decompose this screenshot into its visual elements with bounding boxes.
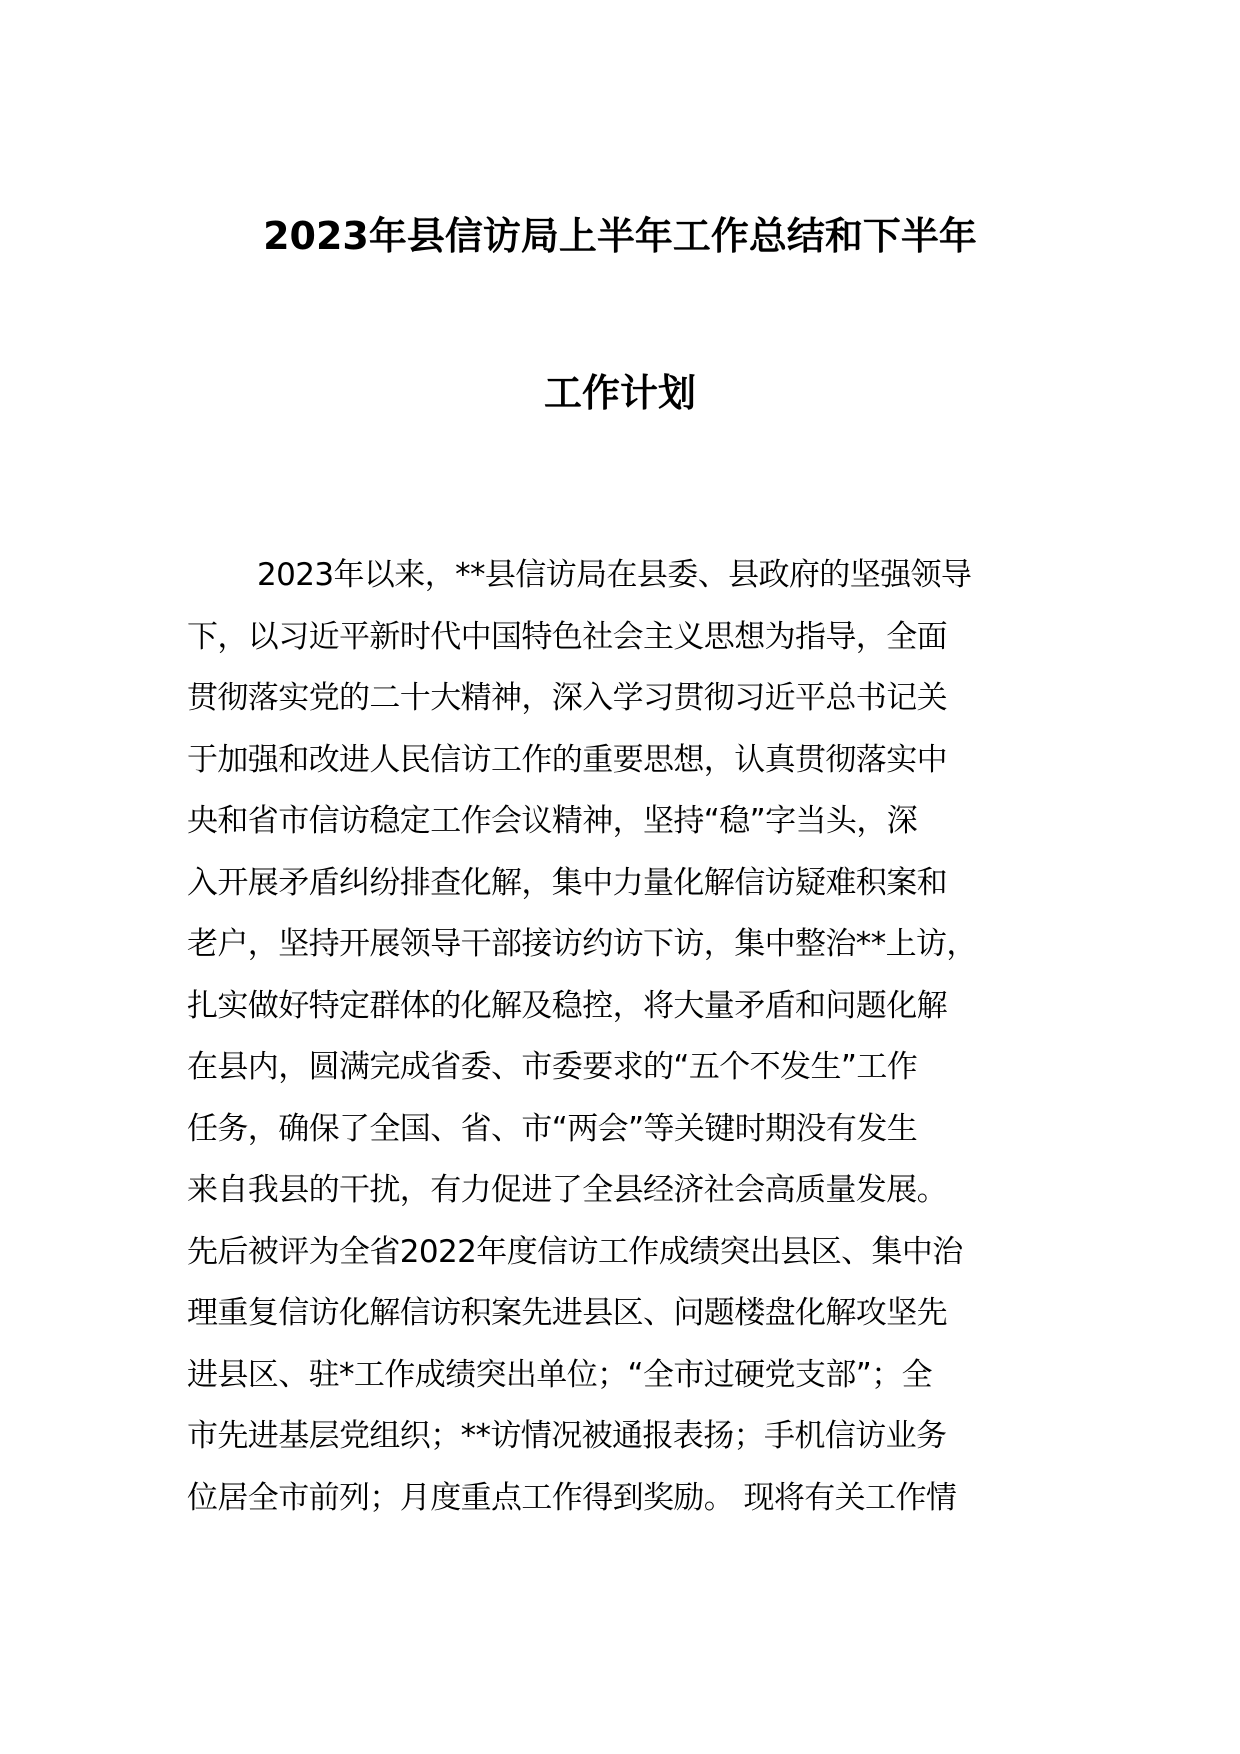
body-line: 于加强和改进人民信访工作的重要思想，认真贯彻落实中 xyxy=(187,741,947,778)
document-title-line-1: 2023年县信访局上半年工作总结和下半年 xyxy=(263,214,977,258)
body-line: 位居全市前列；月度重点工作得到奖励。 现将有关工作情 xyxy=(187,1479,957,1516)
body-line: 市先进基层党组织；**访情况被通报表扬；手机信访业务 xyxy=(187,1418,947,1454)
body-line: 2023年以来，**县信访局在县委、县政府的坚强领导 xyxy=(257,557,972,593)
body-line: 任务，确保了全国、省、市“两会”等关键时期没有发生 xyxy=(187,1110,918,1147)
body-line: 入开展矛盾纠纷排查化解，集中力量化解信访疑难积案和 xyxy=(187,864,947,901)
body-line: 扎实做好特定群体的化解及稳控，将大量矛盾和问题化解 xyxy=(187,987,947,1024)
body-line: 来自我县的干扰，有力促进了全县经济社会高质量发展。 xyxy=(187,1172,947,1208)
document-body-paragraph xyxy=(187,545,1087,1529)
body-line: 进县区、驻*工作成绩突出单位；“全市过硬党支部”；全 xyxy=(187,1356,933,1393)
body-line: 理重复信访化解信访积案先进县区、问题楼盘化解攻坚先 xyxy=(187,1295,947,1331)
body-line: 贯彻落实党的二十大精神，深入学习贯彻习近平总书记关 xyxy=(187,680,947,716)
document-title-line-2: 工作计划 xyxy=(543,371,696,415)
body-line: 老户，坚持开展领导干部接访约访下访，集中整治**上访， xyxy=(187,926,977,962)
body-line: 央和省市信访稳定工作会议精神，坚持“稳”字当头，深 xyxy=(187,803,918,839)
body-line: 下，以习近平新时代中国特色社会主义思想为指导，全面 xyxy=(187,618,947,655)
body-line: 先后被评为全省2022年度信访工作成绩突出县区、集中治 xyxy=(187,1233,963,1270)
body-line: 在县内，圆满完成省委、市委要求的“五个不发生”工作 xyxy=(187,1049,918,1085)
